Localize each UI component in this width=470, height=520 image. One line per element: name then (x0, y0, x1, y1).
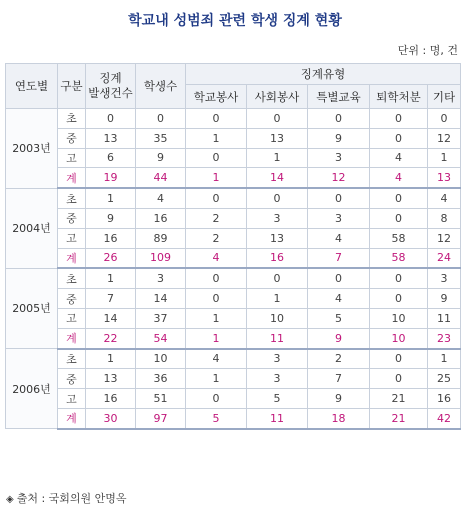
value-cell: 0 (186, 268, 247, 288)
category-cell: 중 (58, 128, 86, 148)
table-row (6, 208, 461, 228)
value-cell: 13 (86, 369, 136, 389)
value-cell: 58 (370, 228, 428, 248)
value-cell: 7 (308, 248, 370, 268)
value-cell: 54 (136, 328, 186, 348)
discipline-table (5, 63, 461, 430)
value-cell: 9 (308, 128, 370, 148)
category-cell: 초 (58, 188, 86, 208)
header-disciplinary-cases-line2: 발생건수 (88, 86, 133, 100)
value-cell: 37 (136, 308, 186, 328)
value-cell: 11 (247, 328, 308, 348)
header-year: 연도별 (6, 64, 58, 109)
value-cell: 9 (428, 289, 461, 309)
value-cell: 23 (428, 328, 461, 348)
table-row (6, 268, 461, 288)
value-cell: 0 (428, 109, 461, 129)
table-row (6, 188, 461, 208)
value-cell: 5 (247, 389, 308, 409)
value-cell: 0 (308, 188, 370, 208)
value-cell: 13 (247, 128, 308, 148)
table-row (6, 328, 461, 348)
value-cell: 13 (86, 128, 136, 148)
value-cell: 2 (186, 228, 247, 248)
value-cell: 1 (186, 308, 247, 328)
value-cell: 14 (86, 308, 136, 328)
header-type-expulsion: 퇴학처분 (370, 85, 428, 109)
value-cell: 1 (186, 168, 247, 188)
table-row (6, 228, 461, 248)
value-cell: 30 (86, 408, 136, 428)
table-row (6, 289, 461, 309)
value-cell: 0 (308, 268, 370, 288)
value-cell: 0 (370, 128, 428, 148)
value-cell: 12 (428, 128, 461, 148)
value-cell: 1 (86, 349, 136, 369)
value-cell: 4 (308, 228, 370, 248)
value-cell: 0 (86, 109, 136, 129)
table-body (6, 109, 461, 429)
value-cell: 10 (247, 308, 308, 328)
category-cell: 중 (58, 289, 86, 309)
value-cell: 16 (86, 228, 136, 248)
value-cell: 0 (186, 289, 247, 309)
value-cell: 9 (136, 148, 186, 168)
value-cell: 12 (308, 168, 370, 188)
value-cell: 3 (308, 148, 370, 168)
value-cell: 0 (370, 109, 428, 129)
value-cell: 25 (428, 369, 461, 389)
value-cell: 7 (308, 369, 370, 389)
value-cell: 16 (247, 248, 308, 268)
source-note (6, 490, 127, 506)
value-cell: 3 (247, 369, 308, 389)
value-cell: 1 (428, 349, 461, 369)
value-cell: 11 (247, 408, 308, 428)
value-cell: 24 (428, 248, 461, 268)
category-cell: 고 (58, 148, 86, 168)
header-type-community-service: 사회봉사 (247, 85, 308, 109)
table-row (6, 308, 461, 328)
header-type-other: 기타 (428, 85, 461, 109)
table-row (6, 148, 461, 168)
header-disciplinary-type: 징계유형 (186, 64, 461, 85)
category-cell: 계 (58, 408, 86, 428)
diamond-bullet-icon: ◈ (6, 494, 14, 505)
value-cell: 3 (247, 208, 308, 228)
value-cell: 19 (86, 168, 136, 188)
value-cell: 5 (308, 308, 370, 328)
value-cell: 16 (136, 208, 186, 228)
value-cell: 3 (308, 208, 370, 228)
value-cell: 10 (136, 349, 186, 369)
table-row (6, 369, 461, 389)
value-cell: 7 (86, 289, 136, 309)
value-cell: 44 (136, 168, 186, 188)
value-cell: 1 (428, 148, 461, 168)
value-cell: 16 (428, 389, 461, 409)
value-cell: 0 (370, 289, 428, 309)
value-cell: 9 (86, 208, 136, 228)
value-cell: 2 (308, 349, 370, 369)
source-text: 출처 : 국회의원 안명옥 (16, 492, 127, 505)
value-cell: 0 (370, 369, 428, 389)
value-cell: 8 (428, 208, 461, 228)
header-type-school-service: 학교봉사 (186, 85, 247, 109)
value-cell: 0 (186, 389, 247, 409)
value-cell: 0 (370, 208, 428, 228)
value-cell: 4 (370, 168, 428, 188)
value-cell: 35 (136, 128, 186, 148)
value-cell: 1 (247, 148, 308, 168)
value-cell: 0 (186, 109, 247, 129)
category-cell: 고 (58, 228, 86, 248)
value-cell: 1 (86, 188, 136, 208)
year-cell: 2005년 (6, 268, 58, 348)
page-title: 학교내 성범죄 관련 학생 징계 현황 (128, 13, 342, 29)
value-cell: 11 (428, 308, 461, 328)
value-cell: 10 (370, 328, 428, 348)
value-cell: 9 (308, 389, 370, 409)
category-cell: 초 (58, 109, 86, 129)
table-row (6, 408, 461, 428)
table-row (6, 349, 461, 369)
year-cell: 2003년 (6, 109, 58, 189)
category-cell: 계 (58, 248, 86, 268)
value-cell: 0 (136, 109, 186, 129)
value-cell: 12 (428, 228, 461, 248)
value-cell: 58 (370, 248, 428, 268)
value-cell: 42 (428, 408, 461, 428)
header-disciplinary-cases (86, 64, 136, 109)
table-row (6, 128, 461, 148)
value-cell: 22 (86, 328, 136, 348)
value-cell: 0 (247, 188, 308, 208)
category-cell: 계 (58, 328, 86, 348)
value-cell: 0 (308, 109, 370, 129)
value-cell: 0 (247, 109, 308, 129)
value-cell: 1 (86, 268, 136, 288)
table-row (6, 248, 461, 268)
header-disciplinary-cases-line1: 징계 (99, 71, 122, 85)
header-students: 학생수 (136, 64, 186, 109)
value-cell: 1 (186, 328, 247, 348)
value-cell: 0 (370, 349, 428, 369)
category-cell: 계 (58, 168, 86, 188)
value-cell: 0 (370, 268, 428, 288)
value-cell: 0 (370, 188, 428, 208)
value-cell: 14 (136, 289, 186, 309)
value-cell: 26 (86, 248, 136, 268)
table-row (6, 109, 461, 129)
table-row (6, 168, 461, 188)
category-cell: 중 (58, 369, 86, 389)
table-row (6, 389, 461, 409)
header-type-special-education: 특별교육 (308, 85, 370, 109)
value-cell: 4 (186, 349, 247, 369)
value-cell: 4 (186, 248, 247, 268)
value-cell: 0 (186, 188, 247, 208)
year-cell: 2004년 (6, 188, 58, 268)
value-cell: 16 (86, 389, 136, 409)
value-cell: 3 (136, 268, 186, 288)
unit-label: 단위 : 명, 건 (397, 44, 458, 57)
value-cell: 1 (247, 289, 308, 309)
value-cell: 89 (136, 228, 186, 248)
value-cell: 0 (186, 148, 247, 168)
value-cell: 4 (136, 188, 186, 208)
value-cell: 13 (247, 228, 308, 248)
value-cell: 4 (428, 188, 461, 208)
value-cell: 6 (86, 148, 136, 168)
category-cell: 초 (58, 268, 86, 288)
value-cell: 14 (247, 168, 308, 188)
value-cell: 10 (370, 308, 428, 328)
header-category: 구분 (58, 64, 86, 109)
category-cell: 초 (58, 349, 86, 369)
value-cell: 4 (370, 148, 428, 168)
value-cell: 3 (428, 268, 461, 288)
category-cell: 고 (58, 308, 86, 328)
value-cell: 21 (370, 389, 428, 409)
value-cell: 36 (136, 369, 186, 389)
value-cell: 21 (370, 408, 428, 428)
value-cell: 97 (136, 408, 186, 428)
value-cell: 51 (136, 389, 186, 409)
value-cell: 9 (308, 328, 370, 348)
value-cell: 1 (186, 128, 247, 148)
value-cell: 3 (247, 349, 308, 369)
value-cell: 1 (186, 369, 247, 389)
value-cell: 4 (308, 289, 370, 309)
value-cell: 0 (247, 268, 308, 288)
year-cell: 2006년 (6, 349, 58, 429)
category-cell: 고 (58, 389, 86, 409)
value-cell: 2 (186, 208, 247, 228)
value-cell: 18 (308, 408, 370, 428)
category-cell: 중 (58, 208, 86, 228)
value-cell: 5 (186, 408, 247, 428)
value-cell: 13 (428, 168, 461, 188)
value-cell: 109 (136, 248, 186, 268)
